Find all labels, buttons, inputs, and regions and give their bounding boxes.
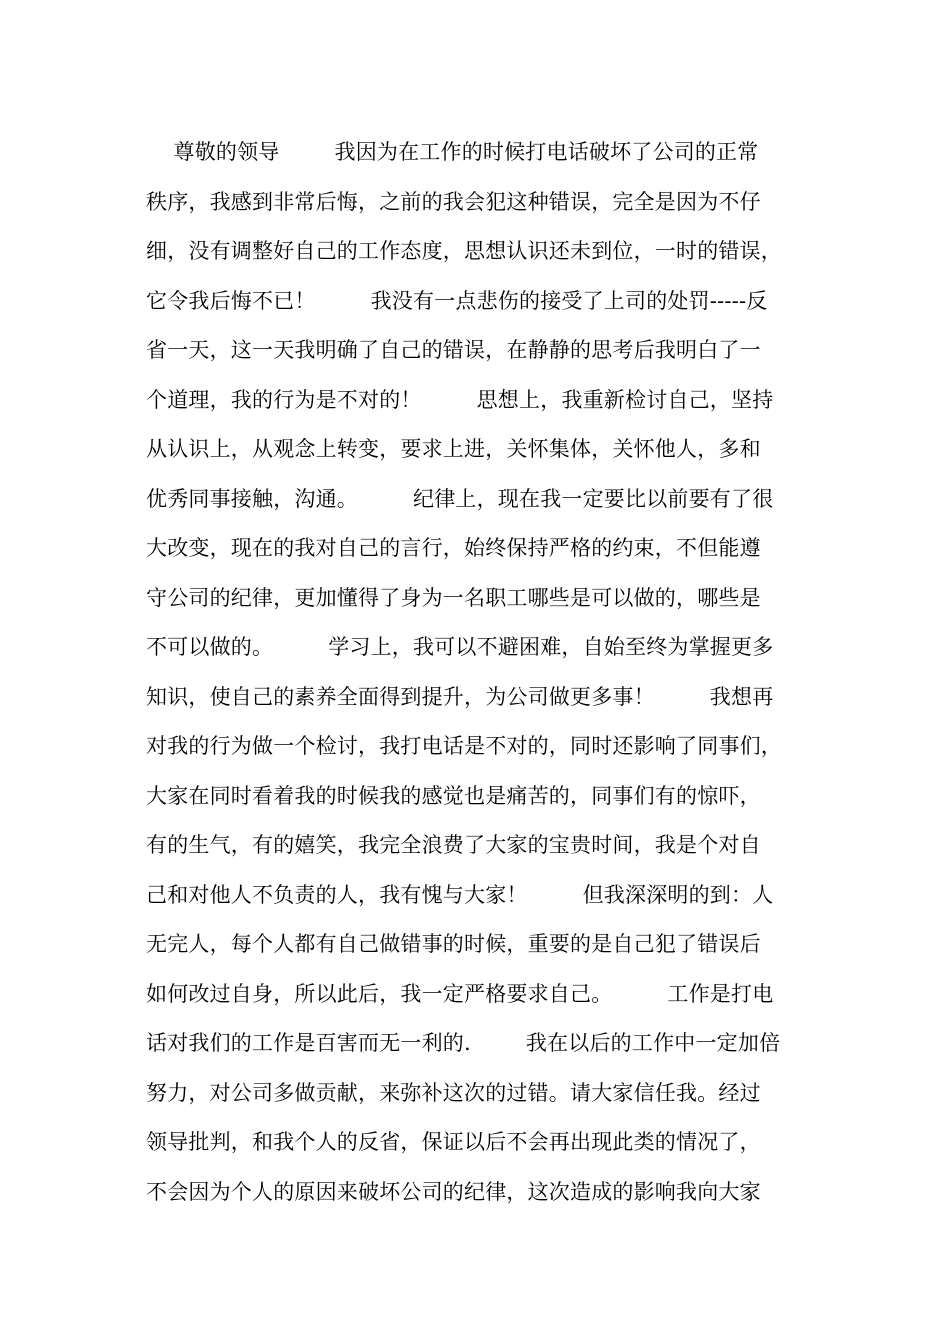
text-line-21: 领导批判，和我个人的反省，保证以后不会再出现此类的情况了， — [146, 1130, 761, 1154]
text-line-20: 努力，对公司多做贡献，来弥补这次的过错。请大家信任我。经过 — [146, 1080, 761, 1105]
text-line-1: 尊敬的领导 我因为在工作的时候打电话破坏了公司的正常 — [146, 140, 759, 164]
text-line-7: 从认识上，从观念上转变，要求上进，关怀集体，关怀他人，多和 — [146, 437, 761, 461]
text-line-5: 省一天，这一天我明确了自己的错误，在静静的思考后我明白了一 — [146, 338, 761, 362]
text-line-3: 细，没有调整好自己的工作态度，思想认识还未到位，一时的错误， — [146, 239, 782, 263]
text-line-14: 大家在同时看着我的时候我的感觉也是痛苦的，同事们有的惊吓， — [146, 783, 761, 808]
text-line-17: 无完人，每个人都有自己做错事的时候，重要的是自己犯了错误后 — [146, 932, 761, 956]
text-line-8: 优秀同事接触，沟通。 纪律上，现在我一定要比以前要有了很 — [146, 486, 774, 511]
text-line-10: 守公司的纪律，更加懂得了身为一名职工哪些是可以做的，哪些是 — [146, 585, 761, 610]
text-line-9: 大改变，现在的我对自己的言行，始终保持严格的约束，不但能遵 — [146, 536, 761, 560]
text-line-13: 对我的行为做一个检讨，我打电话是不对的，同时还影响了同事们， — [146, 734, 782, 758]
text-line-11: 不可以做的。 学习上，我可以不避困难，自始至终为掌握更多 — [146, 635, 774, 659]
text-line-15: 有的生气，有的嬉笑，我完全浪费了大家的宝贵时间，我是个对自 — [146, 833, 761, 857]
text-line-12: 知识，使自己的素养全面得到提升，为公司做更多事！ 我想再 — [146, 684, 774, 709]
text-line-22: 不会因为个人的原因来破坏公司的纪律，这次造成的影响我向大家 — [146, 1179, 761, 1204]
document-body — [146, 132, 826, 1221]
text-line-4: 它令我后悔不已！ 我没有一点悲伤的接受了上司的处罚-----反 — [146, 288, 768, 313]
text-line-6: 个道理，我的行为是不对的！ 思想上，我重新检讨自己，坚持 — [146, 387, 774, 412]
text-line-19: 话对我们的工作是百害而无一利的. 我在以后的工作中一定加倍 — [146, 1031, 781, 1055]
text-line-18: 如何改过自身，所以此后，我一定严格要求自己。 工作是打电 — [146, 981, 774, 1006]
text-line-16: 己和对他人不负责的人，我有愧与大家！ 但我深深明的到：人 — [146, 882, 774, 907]
text-line-2: 秩序，我感到非常后悔，之前的我会犯这种错误，完全是因为不仔 — [146, 189, 761, 214]
